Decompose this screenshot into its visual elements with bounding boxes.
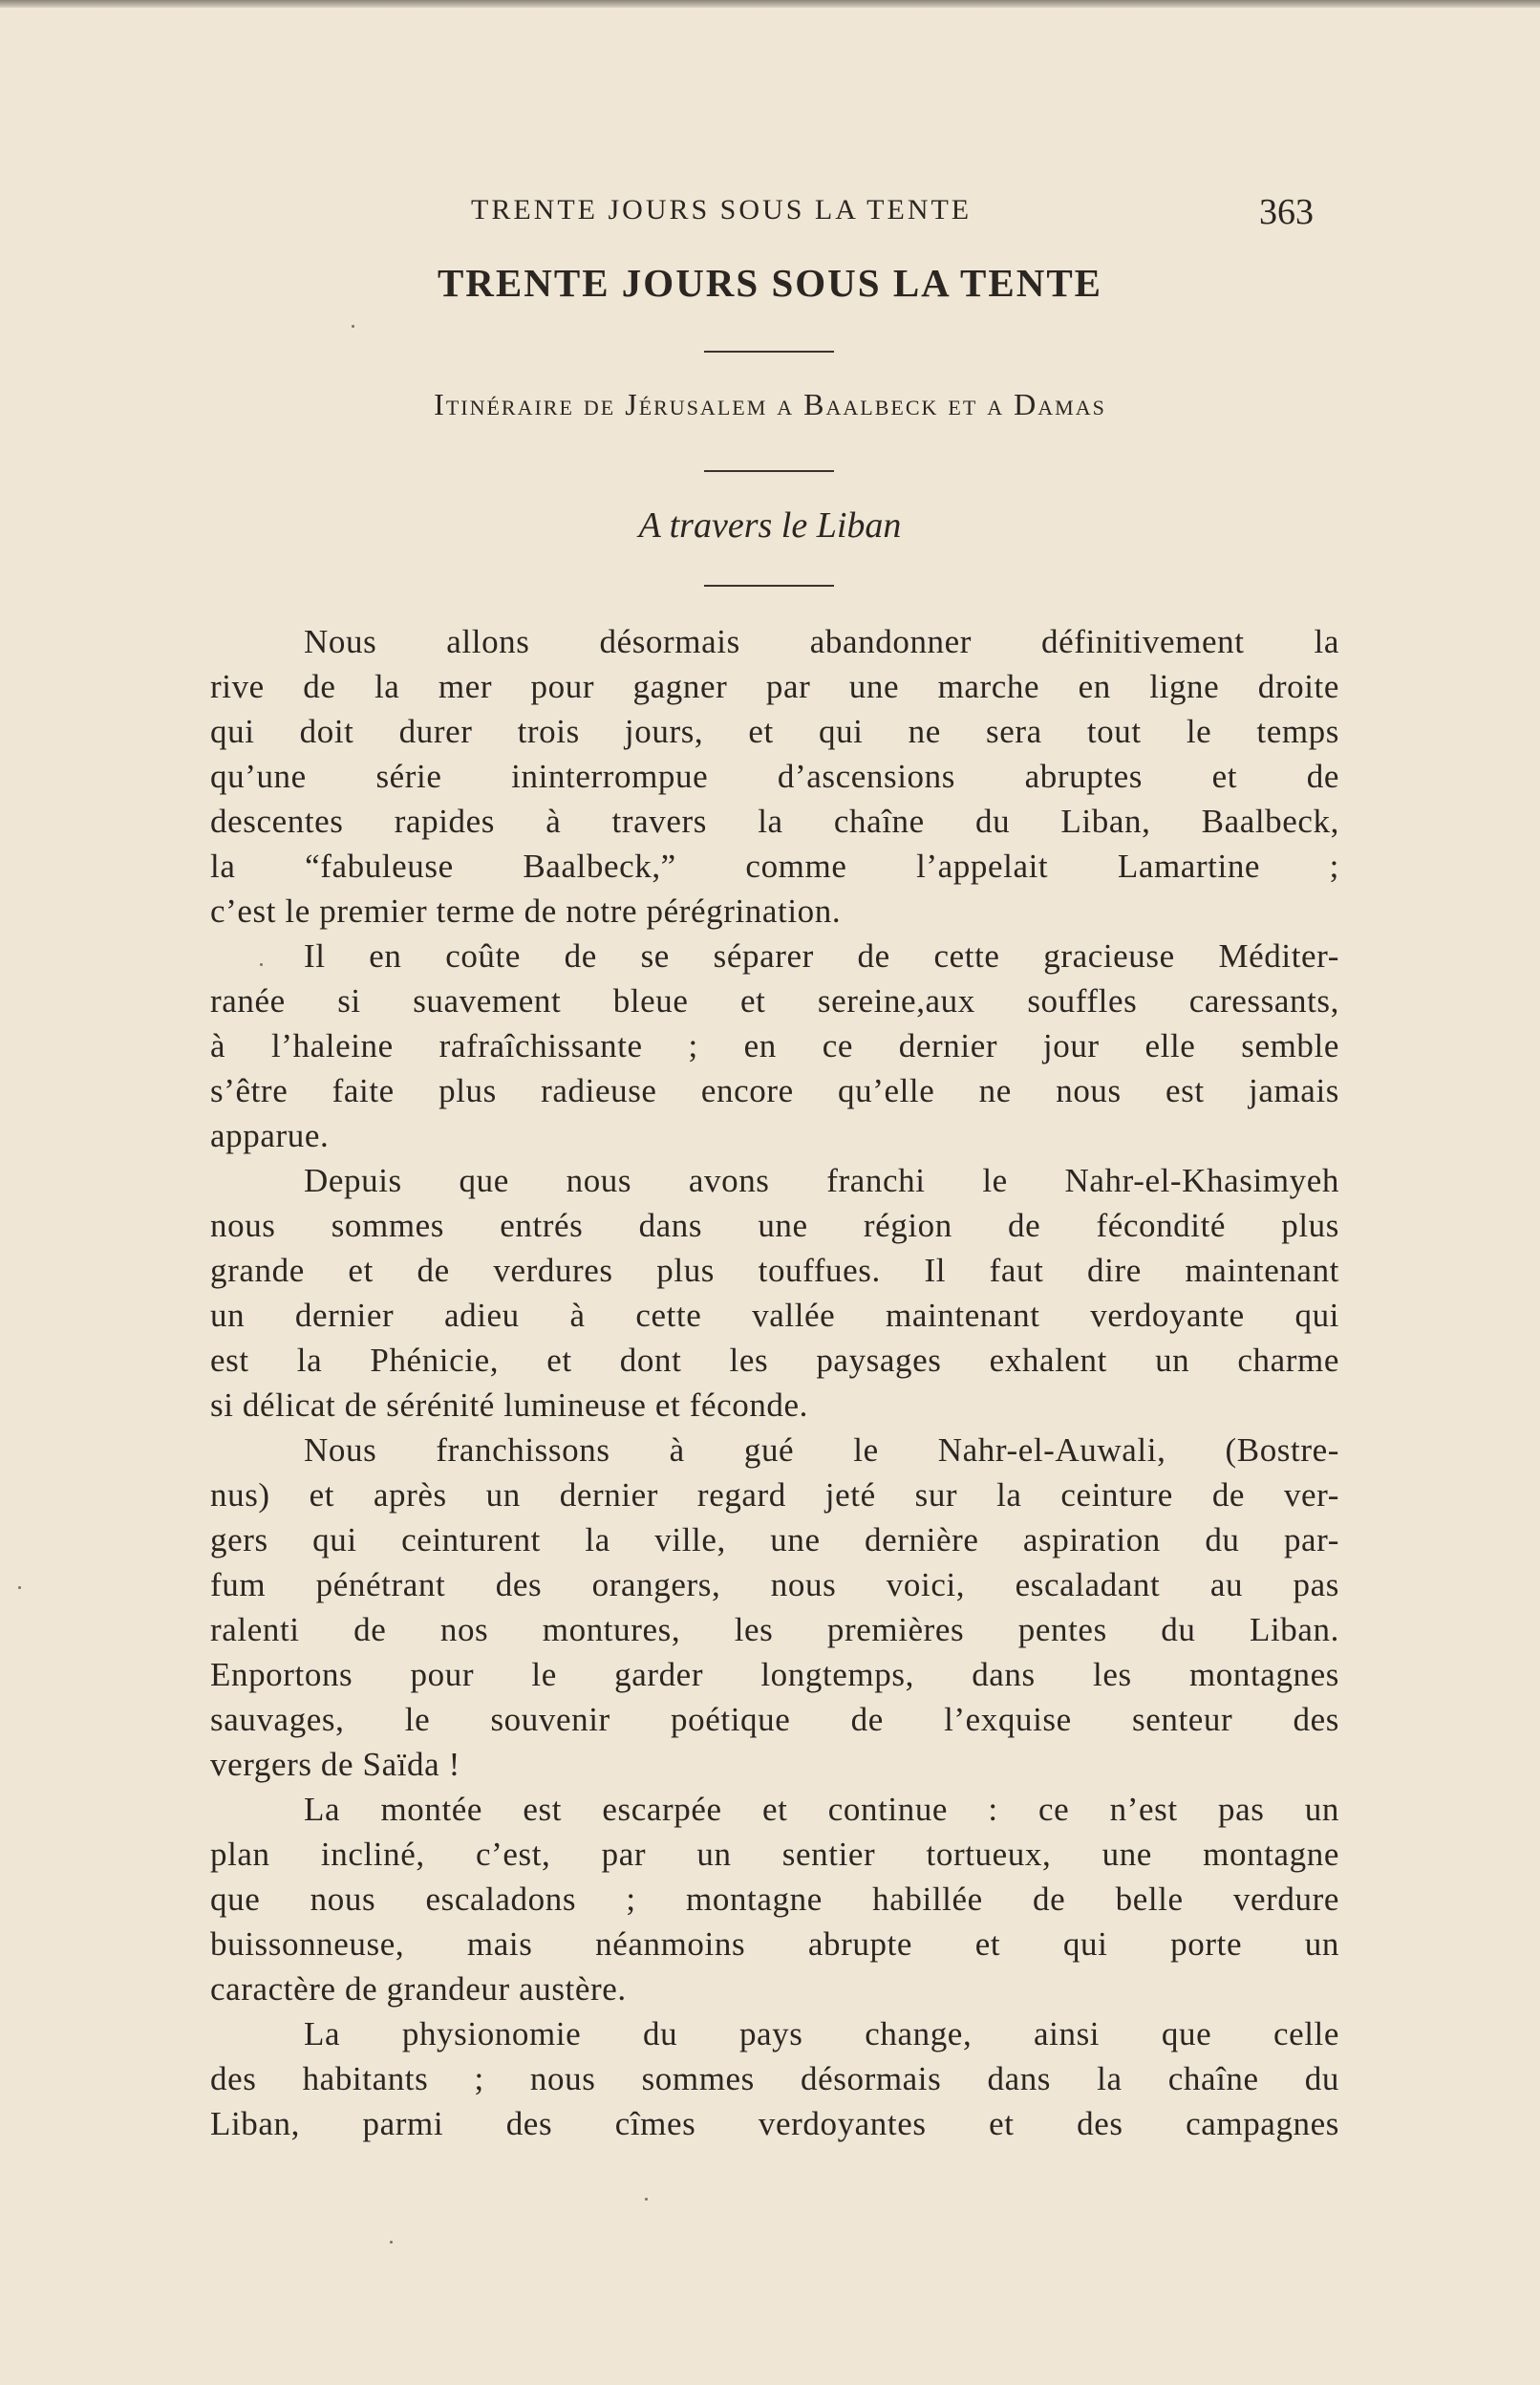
text-line: Liban, parmi des cîmes verdoyantes et des campagnes (210, 2105, 1339, 2142)
text-line: Depuis que nous avons franchi le Nahr-el-Khasimyeh (304, 1162, 1339, 1199)
text-line: gers qui ceinturent la ville, une dernière aspiration du par- (210, 1521, 1339, 1558)
text-line: Nous franchissons à gué le Nahr-el-Auwali, (Bostre- (304, 1431, 1339, 1469)
text-line: c’est le premier terme de notre pérégrination. (210, 892, 842, 930)
text-line: apparue. (210, 1117, 330, 1154)
text-line: fum pénétrant des orangers, nous voici, escaladant au pas (210, 1566, 1339, 1603)
text-line: plan incliné, c’est, par un sentier tortueux, une montagne (210, 1836, 1339, 1873)
text-line: La physionomie du pays change, ainsi que celle (304, 2015, 1339, 2052)
text-line: à l’haleine rafraîchissante ; en ce dernier jour elle semble (210, 1027, 1339, 1064)
text-line: ralenti de nos montures, les premières pentes du Liban. (210, 1611, 1339, 1648)
text-line: qu’une série ininterrompue d’ascensions abruptes et de (210, 758, 1339, 795)
article-title: TRENTE JOURS SOUS LA TENTE (437, 261, 1103, 305)
text-line: sauvages, le souvenir poétique de l’exquise senteur des (210, 1701, 1339, 1738)
page-number: 363 (1259, 192, 1314, 232)
section-rule (704, 585, 834, 587)
text-line: Il en coûte de se séparer de cette gracieuse Méditer- (304, 937, 1339, 975)
text-line: nous sommes entrés dans une région de fécondité plus (210, 1207, 1339, 1244)
title-rule (704, 351, 834, 353)
text-line: descentes rapides à travers la chaîne du Liban, Baalbeck, (210, 803, 1339, 840)
text-line: qui doit durer trois jours, et qui ne sera tout le temps (210, 713, 1339, 750)
article-subtitle: Itinéraire de Jérusalem a Baalbeck et a Damas (434, 387, 1106, 421)
subtitle-rule (704, 470, 834, 472)
text-line: un dernier adieu à cette vallée maintenant verdoyante qui (210, 1297, 1339, 1334)
section-title: A travers le Liban (638, 505, 902, 546)
text-line: s’être faite plus radieuse encore qu’elle ne nous est jamais (210, 1072, 1339, 1109)
text-line: Nous allons désormais abandonner définitivement la (304, 623, 1339, 660)
text-line: est la Phénicie, et dont les paysages exhalent un charme (210, 1342, 1339, 1379)
text-line: Enportons pour le garder longtemps, dans les montagnes (210, 1656, 1339, 1693)
text-line: vergers de Saïda ! (210, 1746, 460, 1783)
text-line: nus) et après un dernier regard jeté sur la ceinture de ver- (210, 1476, 1339, 1514)
text-line: buissonneuse, mais néanmoins abrupte et qui porte un (210, 1925, 1339, 1963)
text-line: que nous escaladons ; montagne habillée de belle verdure (210, 1880, 1339, 1918)
text-line: rive de la mer pour gagner par une marche en ligne droite (210, 668, 1339, 705)
running-head: TRENTE JOURS SOUS LA TENTE (471, 194, 973, 226)
text-line: si délicat de sérénité lumineuse et féconde. (210, 1386, 809, 1424)
text-line: La montée est escarpée et continue : ce n’est pas un (304, 1791, 1339, 1828)
text-line: grande et de verdures plus touffues. Il faut dire maintenant (210, 1252, 1339, 1289)
text-line: des habitants ; nous sommes désormais dans la chaîne du (210, 2060, 1339, 2097)
text-line: ranée si suavement bleue et sereine,aux souffles caressants, (210, 982, 1339, 1020)
text-line: la “fabuleuse Baalbeck,” comme l’appelait Lamartine ; (210, 848, 1339, 885)
page-top-edge (0, 0, 1540, 8)
text-line: caractère de grandeur austère. (210, 1970, 627, 2008)
